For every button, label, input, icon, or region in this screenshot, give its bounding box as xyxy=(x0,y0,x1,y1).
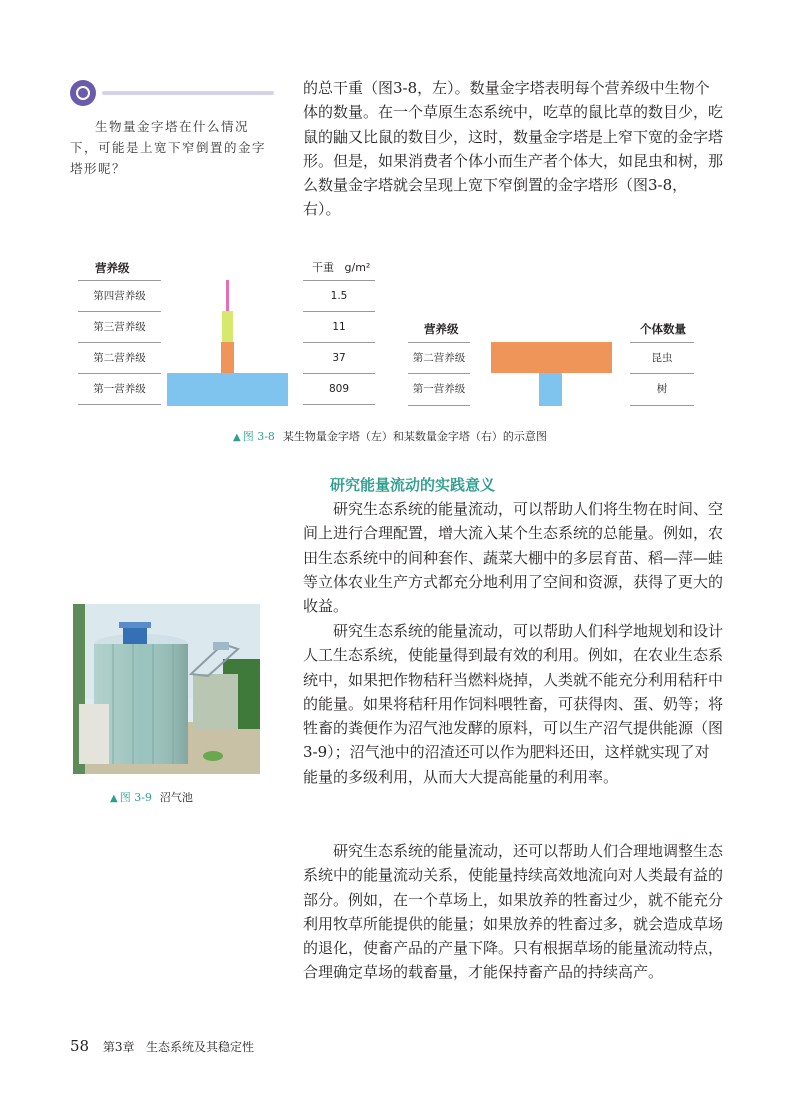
biomass-bar-level-1 xyxy=(167,373,288,406)
biomass-bar-level-4 xyxy=(226,280,229,311)
biomass-level-row: 第二营养级 xyxy=(78,342,161,373)
section-title: 研究能量流动的实践意义 xyxy=(330,476,496,494)
number-level-row: 第二营养级 xyxy=(408,342,470,374)
dry-weight-unit: g/m² xyxy=(344,261,371,274)
figure-number: 图 3-8 xyxy=(242,430,275,443)
triangle-icon: ▲ xyxy=(233,432,241,443)
biomass-level-row: 第一营养级 xyxy=(78,373,161,405)
biomass-bar-level-3 xyxy=(222,311,233,342)
left-header-dry-weight xyxy=(312,259,370,275)
chapter-title: 生态系统及其稳定性 xyxy=(146,1040,255,1054)
question-icon xyxy=(70,80,96,106)
paragraph-3: 研究生态系统的能量流动，还可以帮助人们合理地调整生态系统中的能量流动关系，使能量持续高效地流向对人类最有益的部分。例如，在一个草场上，如果放养的牲畜过少，就不能充分利用牧草所能提供的能量；如果放养的牲畜过多，就会造成草场的退化，使畜产品的产量下降。只有根据草场的能量流动特点，合理确定草场的载畜量，才能保持畜产品的持续高产。 xyxy=(303,842,724,982)
biomass-bar-level-2 xyxy=(221,342,234,373)
chapter-number: 第3章 xyxy=(102,1040,135,1054)
intro-paragraph: 的总干重（图3-8，左）。数量金字塔表明每个营养级中生物个体的数量。在一个草原生态系统中，吃草的鼠比草的数目少，吃鼠的鼬又比鼠的数目少，这时，数量金字塔是上窄下宽的金字塔形。但是，如果消费者个体小而生产者个体大，如昆虫和树，那么数量金字塔就会呈现上宽下窄倒置的金字塔形（图3-8，右）。 xyxy=(303,79,724,219)
page-footer xyxy=(70,1037,254,1055)
dry-weight-label: 干重 xyxy=(312,261,334,274)
page-number: 58 xyxy=(70,1037,90,1055)
organism-label: 树 xyxy=(630,373,694,406)
dry-weight-value: 809 xyxy=(303,373,375,405)
biogas-digester-photo xyxy=(73,604,260,774)
divider xyxy=(102,91,274,95)
right-header-count: 个体数量 xyxy=(640,322,686,336)
dry-weight-value: 37 xyxy=(303,342,375,373)
sidebar-question-text: 生物量金字塔在什么情况下，可能是上宽下窄倒置的金字塔形呢？ xyxy=(70,119,267,176)
figure-caption-text: 某生物量金字塔（左）和某数量金字塔（右）的示意图 xyxy=(282,430,547,443)
biomass-level-row: 第三营养级 xyxy=(78,311,161,342)
figure-3-8-caption xyxy=(233,428,547,444)
left-header-level: 营养级 xyxy=(95,261,130,275)
biomass-level-row: 第四营养级 xyxy=(78,280,161,311)
number-bar-insects xyxy=(491,342,612,373)
figure-caption-text: 沼气池 xyxy=(159,791,193,804)
figure-3-9-caption xyxy=(110,789,193,805)
figure-number: 图 3-9 xyxy=(119,791,152,804)
sidebar-question xyxy=(70,80,275,192)
triangle-icon: ▲ xyxy=(110,793,118,804)
paragraph-1: 研究生态系统的能量流动，可以帮助人们将生物在时间、空间上进行合理配置，增大流入某个生态系统的总能量。例如，农田生态系统中的间种套作、蔬菜大棚中的多层育苗、稻—萍—蛙等立体农业生产方式都充分地利用了空间和资源，获得了更大的收益。 xyxy=(303,500,724,616)
number-bar-tree xyxy=(539,373,562,406)
paragraph-2: 研究生态系统的能量流动，可以帮助人们科学地规划和设计人工生态系统，使能量得到最有效的利用。例如，在农业生态系统中，如果把作物秸秆当燃料烧掉，人类就不能充分利用秸秆中的能量。如果将秸秆用作饲料喂牲畜，可获得肉、蛋、奶等；将牲畜的粪便作为沼气池发酵的原料，可以生产沼气提供能源（图3-9）；沼气池中的沼渣还可以作为肥料还田，这样就实现了对能量的多级利用，从而大大提高能量的利用率。 xyxy=(303,622,724,786)
number-level-row: 第一营养级 xyxy=(408,373,470,406)
dry-weight-value: 1.5 xyxy=(303,280,375,311)
right-header-level: 营养级 xyxy=(424,322,459,336)
dry-weight-value: 11 xyxy=(303,311,375,342)
organism-label: 昆虫 xyxy=(630,342,694,374)
biogas-digester-illustration xyxy=(73,604,260,774)
